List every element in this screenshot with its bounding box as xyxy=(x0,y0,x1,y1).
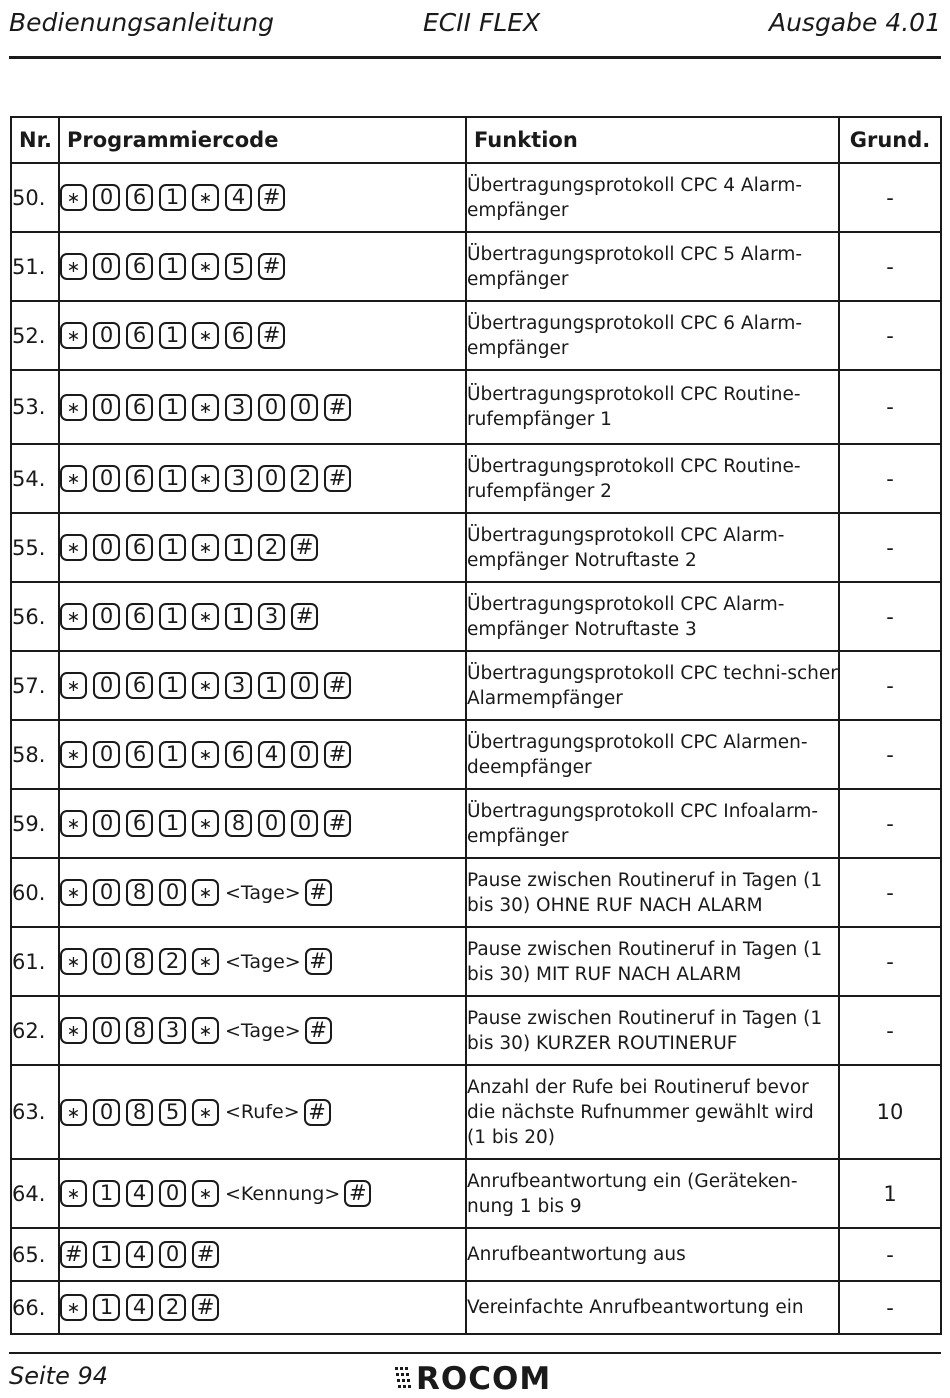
code-parameter: <Kennung> xyxy=(225,1182,341,1205)
hash-key-icon: # xyxy=(324,672,351,699)
logo-text: ROCOM xyxy=(416,1361,552,1397)
function-description: Übertragungsprotokoll CPC techni-scher Alarmempfänger xyxy=(466,651,839,720)
star-key-icon: ∗ xyxy=(192,603,219,630)
digit-key: 3 xyxy=(225,465,252,492)
default-value: - xyxy=(839,651,941,720)
default-value: - xyxy=(839,513,941,582)
digit-key: 3 xyxy=(159,1017,186,1044)
table-row xyxy=(11,858,941,927)
row-number: 61. xyxy=(11,927,59,996)
digit-key: 0 xyxy=(93,948,120,975)
footer-divider xyxy=(9,1352,941,1354)
default-value: - xyxy=(839,1228,941,1281)
default-value: - xyxy=(839,301,941,370)
programming-code xyxy=(59,1065,466,1159)
star-key-icon: ∗ xyxy=(60,253,87,280)
digit-key: 1 xyxy=(159,253,186,280)
programming-code xyxy=(59,996,466,1065)
row-number: 58. xyxy=(11,720,59,789)
hash-key-icon: # xyxy=(305,879,332,906)
programming-code xyxy=(59,720,466,789)
programming-code xyxy=(59,1159,466,1228)
star-key-icon: ∗ xyxy=(192,322,219,349)
digit-key: 6 xyxy=(225,322,252,349)
function-description: Pause zwischen Routineruf in Tagen (1 bis 30) KURZER ROUTINERUF xyxy=(466,996,839,1065)
row-number: 59. xyxy=(11,789,59,858)
digit-key: 6 xyxy=(126,603,153,630)
digit-key: 0 xyxy=(258,394,285,421)
function-description: Anzahl der Rufe bei Routineruf bevor die nächste Rufnummer gewählt wird (1 bis 20) xyxy=(466,1065,839,1159)
star-key-icon: ∗ xyxy=(60,603,87,630)
star-key-icon: ∗ xyxy=(60,810,87,837)
default-value: - xyxy=(839,789,941,858)
digit-key: 8 xyxy=(126,1017,153,1044)
row-number: 54. xyxy=(11,444,59,513)
digit-key: 1 xyxy=(159,394,186,421)
digit-key: 0 xyxy=(93,741,120,768)
digit-key: 1 xyxy=(225,603,252,630)
star-key-icon: ∗ xyxy=(60,465,87,492)
column-header-code: Programmiercode xyxy=(59,117,466,163)
default-value: - xyxy=(839,444,941,513)
star-key-icon: ∗ xyxy=(60,1099,87,1126)
table-row xyxy=(11,720,941,789)
digit-key: 1 xyxy=(159,603,186,630)
edition-label: Ausgabe 4.01 xyxy=(768,8,941,37)
table-row xyxy=(11,927,941,996)
default-value: - xyxy=(839,858,941,927)
star-key-icon: ∗ xyxy=(60,394,87,421)
default-value: - xyxy=(839,720,941,789)
hash-key-icon: # xyxy=(258,184,285,211)
page-number: Seite 94 xyxy=(9,1362,109,1390)
digit-key: 0 xyxy=(93,879,120,906)
digit-key: 1 xyxy=(93,1241,120,1268)
star-key-icon: ∗ xyxy=(60,1017,87,1044)
digit-key: 6 xyxy=(126,741,153,768)
hash-key-icon: # xyxy=(324,810,351,837)
table-header-row xyxy=(11,117,941,163)
star-key-icon: ∗ xyxy=(192,879,219,906)
digit-key: 0 xyxy=(291,810,318,837)
row-number: 60. xyxy=(11,858,59,927)
digit-key: 6 xyxy=(126,534,153,561)
code-parameter: <Tage> xyxy=(225,881,301,904)
table-row xyxy=(11,232,941,301)
hash-key-icon: # xyxy=(60,1241,87,1268)
digit-key: 6 xyxy=(126,322,153,349)
digit-key: 5 xyxy=(159,1099,186,1126)
digit-key: 0 xyxy=(291,672,318,699)
digit-key: 6 xyxy=(126,465,153,492)
programming-code xyxy=(59,513,466,582)
digit-key: 0 xyxy=(291,741,318,768)
function-description: Übertragungsprotokoll CPC Routine-rufempfänger 2 xyxy=(466,444,839,513)
star-key-icon: ∗ xyxy=(192,394,219,421)
table-row xyxy=(11,1281,941,1334)
digit-key: 4 xyxy=(126,1294,153,1321)
page-header xyxy=(9,0,941,59)
digit-key: 8 xyxy=(126,948,153,975)
row-number: 63. xyxy=(11,1065,59,1159)
rocom-logo xyxy=(395,1362,551,1396)
default-value: - xyxy=(839,232,941,301)
star-key-icon: ∗ xyxy=(192,810,219,837)
digit-key: 2 xyxy=(159,1294,186,1321)
column-header-function: Funktion xyxy=(466,117,839,163)
row-number: 53. xyxy=(11,370,59,444)
star-key-icon: ∗ xyxy=(60,948,87,975)
default-value: - xyxy=(839,996,941,1065)
table-row xyxy=(11,370,941,444)
default-value: 10 xyxy=(839,1065,941,1159)
function-description: Übertragungsprotokoll CPC Alarm-empfänger Notruftaste 3 xyxy=(466,582,839,651)
programming-code xyxy=(59,370,466,444)
programming-code xyxy=(59,858,466,927)
hash-key-icon: # xyxy=(192,1241,219,1268)
star-key-icon: ∗ xyxy=(60,1180,87,1207)
programming-code xyxy=(59,232,466,301)
function-description: Anrufbeantwortung aus xyxy=(466,1228,839,1281)
programming-code-table xyxy=(10,116,942,1335)
hash-key-icon: # xyxy=(258,253,285,280)
table-row xyxy=(11,1228,941,1281)
function-description: Übertragungsprotokoll CPC Alarm-empfänger Notruftaste 2 xyxy=(466,513,839,582)
function-description: Pause zwischen Routineruf in Tagen (1 bis 30) MIT RUF NACH ALARM xyxy=(466,927,839,996)
star-key-icon: ∗ xyxy=(192,465,219,492)
digit-key: 0 xyxy=(93,253,120,280)
function-description: Übertragungsprotokoll CPC 6 Alarm-empfänger xyxy=(466,301,839,370)
table-row xyxy=(11,444,941,513)
star-key-icon: ∗ xyxy=(60,879,87,906)
digit-key: 4 xyxy=(126,1241,153,1268)
digit-key: 6 xyxy=(126,184,153,211)
table-row xyxy=(11,513,941,582)
digit-key: 8 xyxy=(225,810,252,837)
digit-key: 1 xyxy=(258,672,285,699)
hash-key-icon: # xyxy=(305,948,332,975)
star-key-icon: ∗ xyxy=(60,1294,87,1321)
digit-key: 3 xyxy=(258,603,285,630)
digit-key: 1 xyxy=(225,534,252,561)
star-key-icon: ∗ xyxy=(192,253,219,280)
function-description: Übertragungsprotokoll CPC Alarmen-deempfänger xyxy=(466,720,839,789)
default-value: - xyxy=(839,927,941,996)
hash-key-icon: # xyxy=(344,1180,371,1207)
digit-key: 5 xyxy=(225,253,252,280)
table-row xyxy=(11,301,941,370)
table-row xyxy=(11,1065,941,1159)
function-description: Anrufbeantwortung ein (Geräteken-nung 1 bis 9 xyxy=(466,1159,839,1228)
digit-key: 0 xyxy=(159,1241,186,1268)
digit-key: 3 xyxy=(225,672,252,699)
star-key-icon: ∗ xyxy=(192,741,219,768)
row-number: 65. xyxy=(11,1228,59,1281)
star-key-icon: ∗ xyxy=(60,184,87,211)
code-parameter: <Tage> xyxy=(225,1019,301,1042)
hash-key-icon: # xyxy=(305,1017,332,1044)
table-row xyxy=(11,789,941,858)
digit-key: 6 xyxy=(225,741,252,768)
default-value: - xyxy=(839,582,941,651)
logo-mark-icon xyxy=(395,1365,413,1393)
digit-key: 0 xyxy=(93,672,120,699)
table-row xyxy=(11,996,941,1065)
programming-code xyxy=(59,301,466,370)
digit-key: 6 xyxy=(126,810,153,837)
digit-key: 0 xyxy=(258,810,285,837)
digit-key: 0 xyxy=(93,1099,120,1126)
digit-key: 0 xyxy=(291,394,318,421)
digit-key: 4 xyxy=(225,184,252,211)
digit-key: 6 xyxy=(126,253,153,280)
hash-key-icon: # xyxy=(192,1294,219,1321)
row-number: 56. xyxy=(11,582,59,651)
star-key-icon: ∗ xyxy=(192,1180,219,1207)
row-number: 57. xyxy=(11,651,59,720)
code-parameter: <Tage> xyxy=(225,950,301,973)
digit-key: 0 xyxy=(93,534,120,561)
hash-key-icon: # xyxy=(291,534,318,561)
table-row xyxy=(11,1159,941,1228)
function-description: Übertragungsprotokoll CPC Infoalarm-empfänger xyxy=(466,789,839,858)
row-number: 50. xyxy=(11,163,59,232)
digit-key: 8 xyxy=(126,879,153,906)
star-key-icon: ∗ xyxy=(60,322,87,349)
star-key-icon: ∗ xyxy=(192,1099,219,1126)
digit-key: 4 xyxy=(258,741,285,768)
programming-code xyxy=(59,582,466,651)
star-key-icon: ∗ xyxy=(192,534,219,561)
digit-key: 0 xyxy=(93,465,120,492)
programming-code xyxy=(59,163,466,232)
digit-key: 1 xyxy=(159,465,186,492)
digit-key: 1 xyxy=(93,1294,120,1321)
digit-key: 0 xyxy=(93,394,120,421)
default-value: - xyxy=(839,163,941,232)
product-name: ECII FLEX xyxy=(423,8,541,37)
function-description: Vereinfachte Anrufbeantwortung ein xyxy=(466,1281,839,1334)
column-header-nr: Nr. xyxy=(11,117,59,163)
programming-code xyxy=(59,444,466,513)
digit-key: 0 xyxy=(93,810,120,837)
hash-key-icon: # xyxy=(291,603,318,630)
digit-key: 1 xyxy=(159,534,186,561)
star-key-icon: ∗ xyxy=(192,1017,219,1044)
function-description: Übertragungsprotokoll CPC Routine-rufempfänger 1 xyxy=(466,370,839,444)
programming-code xyxy=(59,1228,466,1281)
digit-key: 2 xyxy=(291,465,318,492)
row-number: 52. xyxy=(11,301,59,370)
function-description: Übertragungsprotokoll CPC 4 Alarm-empfänger xyxy=(466,163,839,232)
digit-key: 1 xyxy=(159,810,186,837)
hash-key-icon: # xyxy=(258,322,285,349)
programming-code xyxy=(59,789,466,858)
digit-key: 1 xyxy=(159,184,186,211)
digit-key: 1 xyxy=(159,322,186,349)
digit-key: 4 xyxy=(126,1180,153,1207)
programming-code xyxy=(59,927,466,996)
default-value: 1 xyxy=(839,1159,941,1228)
star-key-icon: ∗ xyxy=(192,184,219,211)
digit-key: 0 xyxy=(159,1180,186,1207)
table-row xyxy=(11,651,941,720)
digit-key: 0 xyxy=(93,322,120,349)
star-key-icon: ∗ xyxy=(192,948,219,975)
hash-key-icon: # xyxy=(304,1099,331,1126)
digit-key: 1 xyxy=(93,1180,120,1207)
hash-key-icon: # xyxy=(324,741,351,768)
digit-key: 6 xyxy=(126,394,153,421)
digit-key: 0 xyxy=(93,184,120,211)
row-number: 62. xyxy=(11,996,59,1065)
table-row xyxy=(11,582,941,651)
programming-code xyxy=(59,1281,466,1334)
digit-key: 3 xyxy=(225,394,252,421)
star-key-icon: ∗ xyxy=(60,672,87,699)
table-row xyxy=(11,163,941,232)
hash-key-icon: # xyxy=(324,394,351,421)
digit-key: 1 xyxy=(159,741,186,768)
digit-key: 0 xyxy=(258,465,285,492)
manual-title: Bedienungsanleitung xyxy=(9,8,274,37)
digit-key: 0 xyxy=(93,1017,120,1044)
row-number: 66. xyxy=(11,1281,59,1334)
default-value: - xyxy=(839,1281,941,1334)
function-description: Pause zwischen Routineruf in Tagen (1 bis 30) OHNE RUF NACH ALARM xyxy=(466,858,839,927)
column-header-default: Grund. xyxy=(839,117,941,163)
digit-key: 2 xyxy=(159,948,186,975)
digit-key: 0 xyxy=(93,603,120,630)
star-key-icon: ∗ xyxy=(192,672,219,699)
star-key-icon: ∗ xyxy=(60,741,87,768)
digit-key: 8 xyxy=(126,1099,153,1126)
function-description: Übertragungsprotokoll CPC 5 Alarm-empfänger xyxy=(466,232,839,301)
digit-key: 2 xyxy=(258,534,285,561)
star-key-icon: ∗ xyxy=(60,534,87,561)
digit-key: 1 xyxy=(159,672,186,699)
default-value: - xyxy=(839,370,941,444)
row-number: 55. xyxy=(11,513,59,582)
row-number: 51. xyxy=(11,232,59,301)
row-number: 64. xyxy=(11,1159,59,1228)
digit-key: 6 xyxy=(126,672,153,699)
digit-key: 0 xyxy=(159,879,186,906)
hash-key-icon: # xyxy=(324,465,351,492)
code-parameter: <Rufe> xyxy=(225,1101,300,1123)
programming-code xyxy=(59,651,466,720)
